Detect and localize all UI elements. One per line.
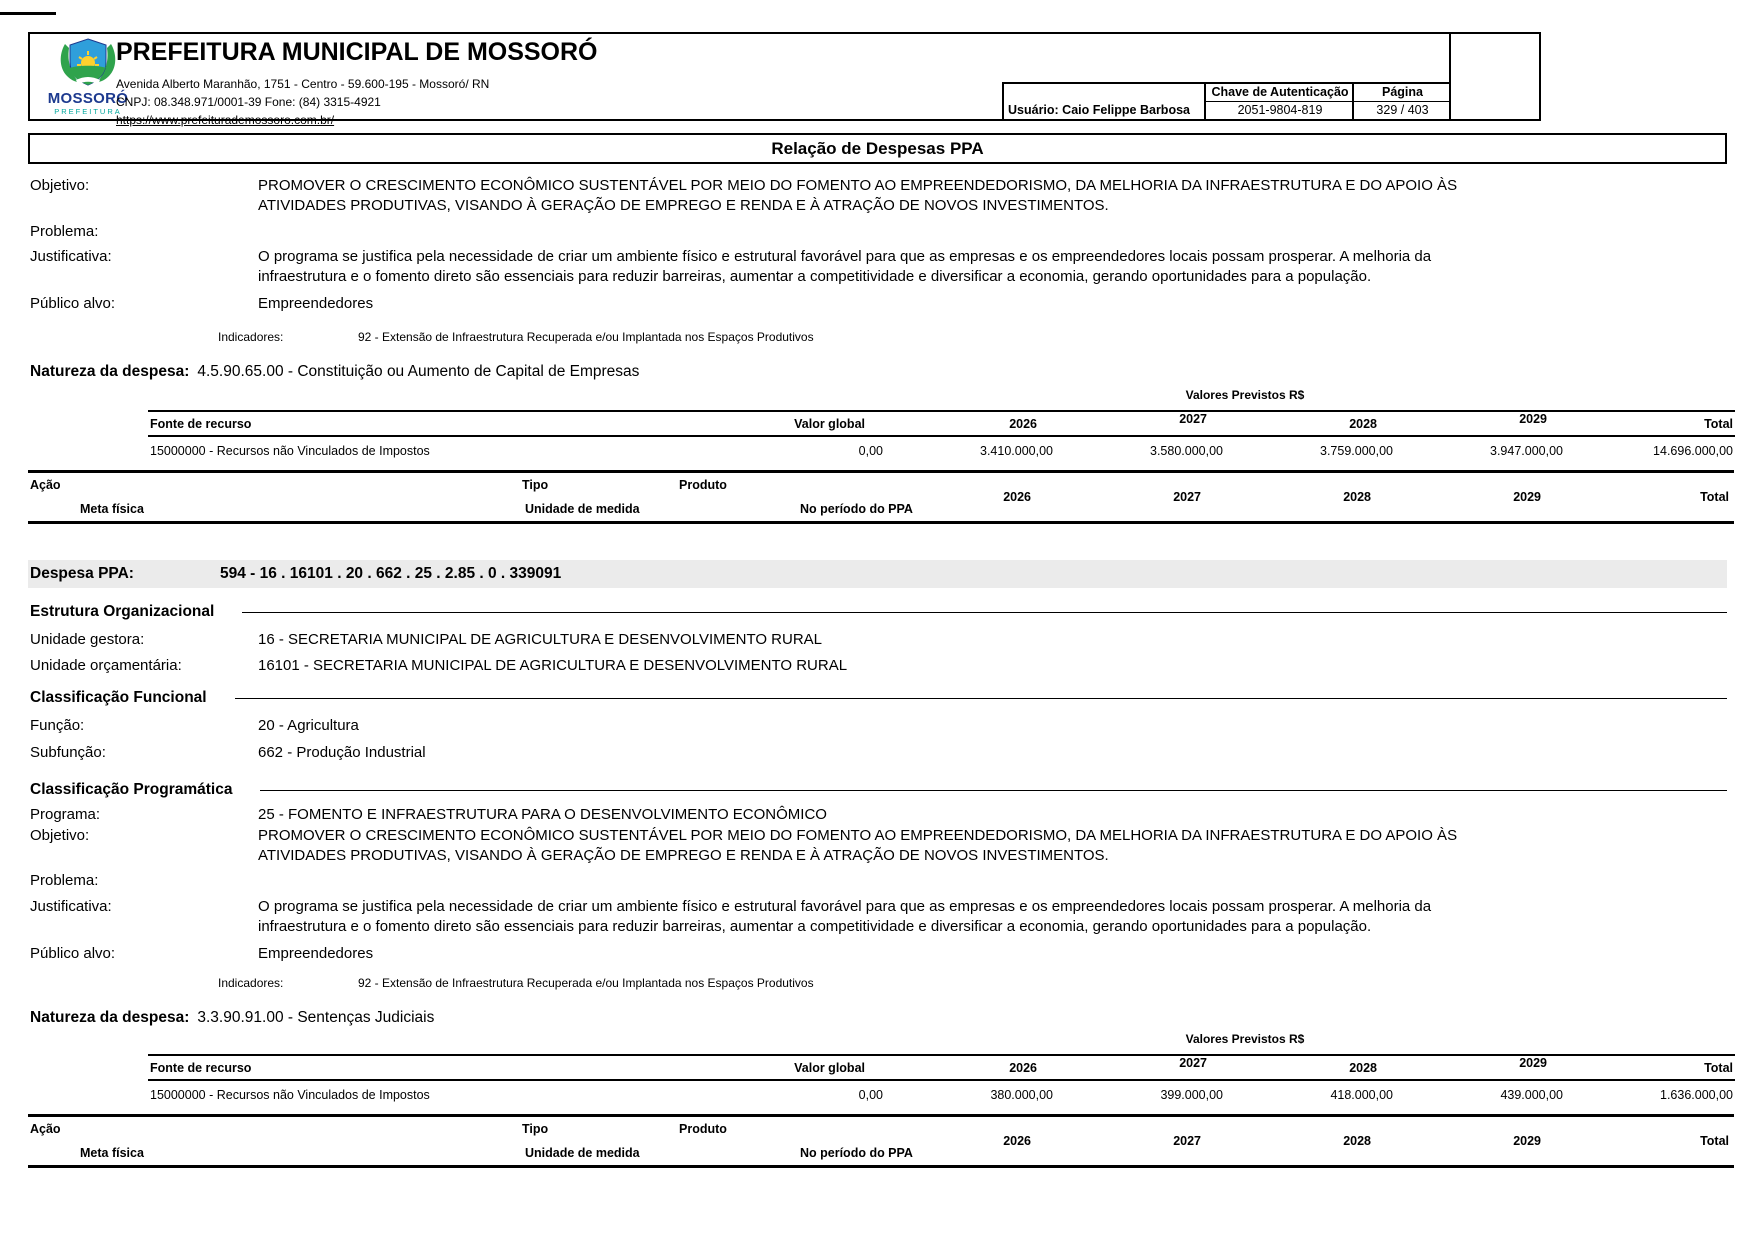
- cell-2027: 3.580.000,00: [1150, 444, 1223, 458]
- objetivo-value: PROMOVER O CRESCIMENTO ECONÔMICO SUSTENTÁVEL POR MEIO DO FOMENTO AO EMPREENDEDORISMO, DA MELHORIA DA INFRAESTRUTURA E DO APOIO ÀS ATIVIDADES PRODUTIVAS, VISANDO À GERAÇÃO DE EMPREGO E RENDA E À ATRAÇÃO DE NOVOS INVESTIMENTOS.: [258, 177, 1458, 214]
- publico-alvo-label: Público alvo:: [30, 945, 116, 962]
- problema-row-2: [30, 871, 1727, 891]
- objetivo-value: PROMOVER O CRESCIMENTO ECONÔMICO SUSTENTÁVEL POR MEIO DO FOMENTO AO EMPREENDEDORISMO, DA MELHORIA DA INFRAESTRUTURA E DO APOIO ÀS ATIVIDADES PRODUTIVAS, VISANDO À GERAÇÃO DE EMPREGO E RENDA E À ATRAÇÃO DE NOVOS INVESTIMENTOS.: [258, 827, 1458, 864]
- unidade-gestora-row: [30, 630, 1727, 650]
- user-name: Usuário: Caio Felippe Barbosa: [1008, 103, 1190, 117]
- report-title: Relação de Despesas PPA: [28, 133, 1727, 164]
- natureza-despesa-value: 4.5.90.65.00 - Constituição ou Aumento de Capital de Empresas: [197, 363, 640, 380]
- indicadores-label: Indicadores:: [218, 330, 284, 344]
- natureza-despesa-value: 3.3.90.91.00 - Sentenças Judiciais: [197, 1009, 435, 1026]
- page-edge-artifact: [0, 12, 56, 15]
- col-2029: 2029: [1519, 412, 1547, 426]
- auth-key-label: Chave de Autenticação: [1206, 84, 1354, 102]
- unidade-gestora-value: 16 - SECRETARIA MUNICIPAL DE AGRICULTURA E DESENVOLVIMENTO RURAL: [258, 631, 823, 648]
- valores-previstos-table-2: [148, 1032, 1735, 1108]
- justificativa-value: O programa se justifica pela necessidade de criar um ambiente físico e estrutural favorável para que as empresas e os empreendedores locais possam prosperar. A melhoria da infraestrutura e o fomento direto são essenciais para reduzir barreiras, aumentar a competitividade e diversificar a economia, gerando oportunidades para a população.: [258, 248, 1432, 285]
- publico-alvo-value: Empreendedores: [258, 295, 374, 312]
- section-heading: Classificação Funcional: [30, 689, 207, 706]
- col-total: Total: [1704, 1061, 1733, 1075]
- col-fonte-de-recurso: Fonte de recurso: [150, 1061, 252, 1075]
- acao-col-2026: 2026: [1003, 490, 1031, 504]
- col-2029: 2029: [1519, 1056, 1547, 1070]
- unidade-gestora-label: Unidade gestora:: [30, 631, 145, 648]
- justificativa-label: Justificativa:: [30, 898, 112, 915]
- section-rule: [235, 698, 1727, 707]
- indicadores-value: 92 - Extensão de Infraestrutura Recuperada e/ou Implantada nos Espaços Produtivos: [358, 976, 814, 990]
- publico-alvo-row-2: [30, 944, 1727, 964]
- col-2027: 2027: [1179, 1056, 1207, 1070]
- problema-value: [258, 222, 1727, 242]
- cell-2029: 439.000,00: [1500, 1088, 1563, 1102]
- acao-col-2028: 2028: [1343, 490, 1371, 504]
- table-row: [148, 437, 1735, 464]
- problema-value: [258, 871, 1727, 891]
- unidade-orcamentaria-label: Unidade orçamentária:: [30, 657, 182, 674]
- city-crest-icon: [57, 38, 119, 86]
- acao-col-total: Total: [1700, 1134, 1729, 1148]
- acao-label: Ação: [30, 478, 61, 492]
- programa-value: 25 - FOMENTO E INFRAESTRUTURA PARA O DESENVOLVIMENTO ECONÔMICO: [258, 806, 827, 823]
- tipo-label: Tipo: [522, 478, 549, 492]
- problema-label: Problema:: [30, 223, 99, 240]
- objetivo-label: Objetivo:: [30, 177, 90, 194]
- objetivo-label: Objetivo:: [30, 827, 90, 844]
- user-cell: [1002, 82, 1208, 119]
- unidade-medida-label: Unidade de medida: [525, 502, 640, 516]
- col-2028: 2028: [1349, 417, 1377, 431]
- section-rule: [242, 612, 1727, 621]
- section-classificacao-funcional: [30, 689, 1727, 707]
- table-header-row: [148, 410, 1735, 437]
- cell-2028: 418.000,00: [1330, 1088, 1393, 1102]
- subfuncao-row: [30, 743, 1727, 763]
- programa-label: Programa:: [30, 806, 101, 823]
- cell-2029: 3.947.000,00: [1490, 444, 1563, 458]
- problema-label: Problema:: [30, 872, 99, 889]
- funcao-label: Função:: [30, 717, 85, 734]
- website-link[interactable]: https://www.prefeiturademossoro.com.br/: [116, 113, 335, 127]
- produto-label: Produto: [679, 478, 727, 492]
- acao-col-2027: 2027: [1173, 490, 1201, 504]
- col-2026: 2026: [1009, 1061, 1037, 1075]
- section-classificacao-programatica: [30, 781, 1727, 799]
- subfuncao-value: 662 - Produção Industrial: [258, 744, 426, 761]
- funcao-row: [30, 716, 1727, 736]
- problema-row: [30, 222, 1727, 242]
- periodo-ppa-label: No período do PPA: [800, 1146, 913, 1160]
- auth-key-value: 2051-9804-819: [1237, 103, 1323, 117]
- natureza-despesa-label: Natureza da despesa:: [30, 1009, 190, 1026]
- unidade-orcamentaria-row: [30, 656, 1727, 676]
- col-2027: 2027: [1179, 412, 1207, 426]
- org-name: PREFEITURA MUNICIPAL DE MOSSORÓ: [116, 38, 598, 66]
- table-header-row: [148, 1054, 1735, 1081]
- natureza-despesa-row-1: [30, 362, 1727, 382]
- acao-col-2026: 2026: [1003, 1134, 1031, 1148]
- indicadores-row: [218, 330, 1727, 345]
- col-2026: 2026: [1009, 417, 1037, 431]
- publico-alvo-value: Empreendedores: [258, 945, 374, 962]
- publico-alvo-row: [30, 294, 1727, 314]
- cell-total: 14.696.000,00: [1653, 444, 1733, 458]
- cell-2027: 399.000,00: [1160, 1088, 1223, 1102]
- org-cnpj-phone: CNPJ: 08.348.971/0001-39 Fone: (84) 3315-4921: [116, 95, 381, 109]
- table-row: [148, 1081, 1735, 1108]
- funcao-value: 20 - Agricultura: [258, 717, 359, 734]
- natureza-despesa-row-2: [30, 1008, 1727, 1028]
- indicadores-value: 92 - Extensão de Infraestrutura Recuperada e/ou Implantada nos Espaços Produtivos: [358, 330, 814, 344]
- cell-total: 1.636.000,00: [1660, 1088, 1733, 1102]
- despesa-ppa-band: [28, 560, 1727, 588]
- publico-alvo-label: Público alvo:: [30, 295, 116, 312]
- unidade-medida-label: Unidade de medida: [525, 1146, 640, 1160]
- header: [28, 32, 1541, 127]
- section-heading: Estrutura Organizacional: [30, 603, 215, 620]
- col-valor-global: Valor global: [794, 1061, 865, 1075]
- objetivo-row: [30, 176, 1727, 216]
- acao-col-2028: 2028: [1343, 1134, 1371, 1148]
- logo-city-name: MOSSORÓ: [47, 90, 129, 107]
- acao-label: Ação: [30, 1122, 61, 1136]
- table-caption: Valores Previstos R$: [1185, 388, 1305, 402]
- acao-col-2027: 2027: [1173, 1134, 1201, 1148]
- programa-row: [30, 805, 1727, 825]
- subfuncao-label: Subfunção:: [30, 744, 106, 761]
- section-estrutura-organizacional: [30, 603, 1727, 621]
- justificativa-value: O programa se justifica pela necessidade de criar um ambiente físico e estrutural favorável para que as empresas e os empreendedores locais possam prosperar. A melhoria da infraestrutura e o fomento direto são essenciais para reduzir barreiras, aumentar a competitividade e diversificar a economia, gerando oportunidades para a população.: [258, 898, 1432, 935]
- meta-fisica-label: Meta física: [80, 502, 144, 516]
- org-address: Avenida Alberto Maranhão, 1751 - Centro - 59.600-195 - Mossoró/ RN: [116, 77, 490, 91]
- auth-key-cell: [1204, 82, 1354, 119]
- valores-previstos-table-1: [148, 388, 1735, 464]
- indicadores-label: Indicadores:: [218, 976, 284, 990]
- despesa-ppa-code: 594 - 16 . 16101 . 20 . 662 . 25 . 2.85 . 0 . 339091: [220, 565, 562, 582]
- tipo-label: Tipo: [522, 1122, 549, 1136]
- page-number-cell: [1352, 82, 1451, 119]
- acao-col-total: Total: [1700, 490, 1729, 504]
- justificativa-label: Justificativa:: [30, 248, 112, 265]
- section-rule: [260, 790, 1727, 799]
- objetivo-row-2: [30, 826, 1727, 866]
- cell-fonte: 15000000 - Recursos não Vinculados de Impostos: [150, 444, 430, 458]
- despesa-ppa-label: Despesa PPA:: [30, 565, 134, 582]
- natureza-despesa-label: Natureza da despesa:: [30, 363, 190, 380]
- cell-2026: 3.410.000,00: [980, 444, 1053, 458]
- cell-fonte: 15000000 - Recursos não Vinculados de Impostos: [150, 1088, 430, 1102]
- page-number-label: Página: [1354, 84, 1451, 102]
- acao-col-2029: 2029: [1513, 490, 1541, 504]
- acao-header-band-1: [28, 470, 1734, 524]
- page-number-value: 329 / 403: [1376, 103, 1429, 117]
- col-total: Total: [1704, 417, 1733, 431]
- cell-2028: 3.759.000,00: [1320, 444, 1393, 458]
- col-fonte-de-recurso: Fonte de recurso: [150, 417, 252, 431]
- col-valor-global: Valor global: [794, 417, 865, 431]
- justificativa-row-2: [30, 897, 1727, 937]
- justificativa-row: [30, 247, 1727, 287]
- logo-org-type: PREFEITURA: [54, 107, 122, 116]
- header-divider: [1449, 34, 1451, 119]
- col-2028: 2028: [1349, 1061, 1377, 1075]
- produto-label: Produto: [679, 1122, 727, 1136]
- cell-2026: 380.000,00: [990, 1088, 1053, 1102]
- periodo-ppa-label: No período do PPA: [800, 502, 913, 516]
- indicadores-row-2: [218, 976, 1727, 991]
- section-heading: Classificação Programática: [30, 781, 233, 798]
- unidade-orcamentaria-value: 16101 - SECRETARIA MUNICIPAL DE AGRICULTURA E DESENVOLVIMENTO RURAL: [258, 657, 848, 674]
- cell-valor-global: 0,00: [858, 444, 883, 458]
- acao-header-band-2: [28, 1114, 1734, 1168]
- cell-valor-global: 0,00: [858, 1088, 883, 1102]
- meta-fisica-label: Meta física: [80, 1146, 144, 1160]
- acao-col-2029: 2029: [1513, 1134, 1541, 1148]
- table-caption: Valores Previstos R$: [1185, 1032, 1305, 1046]
